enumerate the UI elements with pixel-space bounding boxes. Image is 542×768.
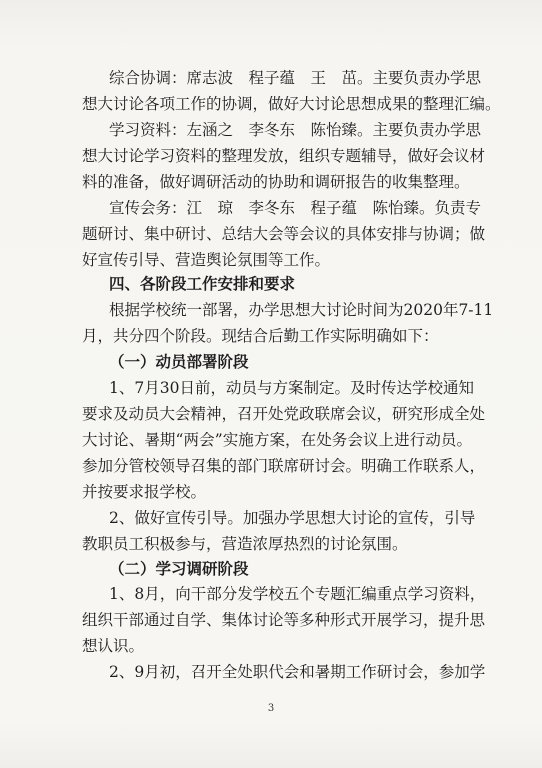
stage1-item1-line-5: 并按要求报学校。 xyxy=(82,482,207,501)
stage1-item1-line-2: 要求及动员大会精神，召开处党政联席会议，研究形成全处 xyxy=(82,404,486,423)
stage1-heading: （一）动员部署阶段 xyxy=(109,353,249,372)
stage1-item2-line-1: 2、做好宣传引导。加强办学思想大讨论的宣传，引导 xyxy=(109,508,476,527)
stage2-item2-line-1: 2、9月初，召开全处职代会和暑期工作研讨会，参加学 xyxy=(109,663,486,681)
stage1-item1-line-3: 大讨论、暑期“两会”实施方案，在处务会议上进行动员。 xyxy=(82,430,472,449)
publicity-line-2: 题研讨、集中研讨、总结大会等会议的具体安排与协调；做 xyxy=(82,225,486,244)
section-heading: 四、各阶段工作安排和要求 xyxy=(109,275,296,294)
intro-line-2: 月，共分四个阶段。现结合后勤工作实际明确如下： xyxy=(82,327,439,346)
coord-line-1: 综合协调：席志波 程子蕴 王 茁。主要负责办学思 xyxy=(109,69,482,87)
stage2-item1-line-1: 1、8月，向干部分发学校五个专题汇编重点学习资料， xyxy=(109,585,486,603)
stage2-heading: （二）学习调研阶段 xyxy=(109,559,249,578)
material-line-2: 想大讨论学习资料的整理发放，组织专题辅导，做好会议材 xyxy=(82,147,486,165)
stage2-item1-line-2: 组织干部通过自学、集体讨论等多种形式开展学习，提升思 xyxy=(82,611,486,629)
stage1-item2-line-2: 教职员工积极参与，营造浓厚热烈的讨论氛围。 xyxy=(82,534,408,553)
publicity-line-3: 好宣传引导、营造舆论氛围等工作。 xyxy=(82,251,331,270)
intro-line-1: 根据学校统一部署，办学思想大讨论时间为2020年7-11 xyxy=(109,301,494,320)
page-number: 3 xyxy=(267,703,275,714)
coord-line-2: 想大讨论各项工作的协调，做好大讨论思想成果的整理汇编。 xyxy=(82,95,501,113)
publicity-line-1: 宣传会务：江 琼 李冬东 程子蕴 陈怡臻。负责专 xyxy=(109,199,482,218)
stage1-item1-line-1: 1、7月30日前，动员与方案制定。及时传达学校通知 xyxy=(109,378,474,397)
material-line-1: 学习资料：左涵之 李冬东 陈怡臻。主要负责办学思 xyxy=(109,121,482,139)
stage2-item1-line-3: 想认识。 xyxy=(82,637,145,655)
stage1-item1-line-4: 参加分管校领导召集的部门联席研讨会。明确工作联系人， xyxy=(82,456,486,475)
material-line-3: 料的准备，做好调研活动的协助和调研报告的收集整理。 xyxy=(82,173,470,192)
